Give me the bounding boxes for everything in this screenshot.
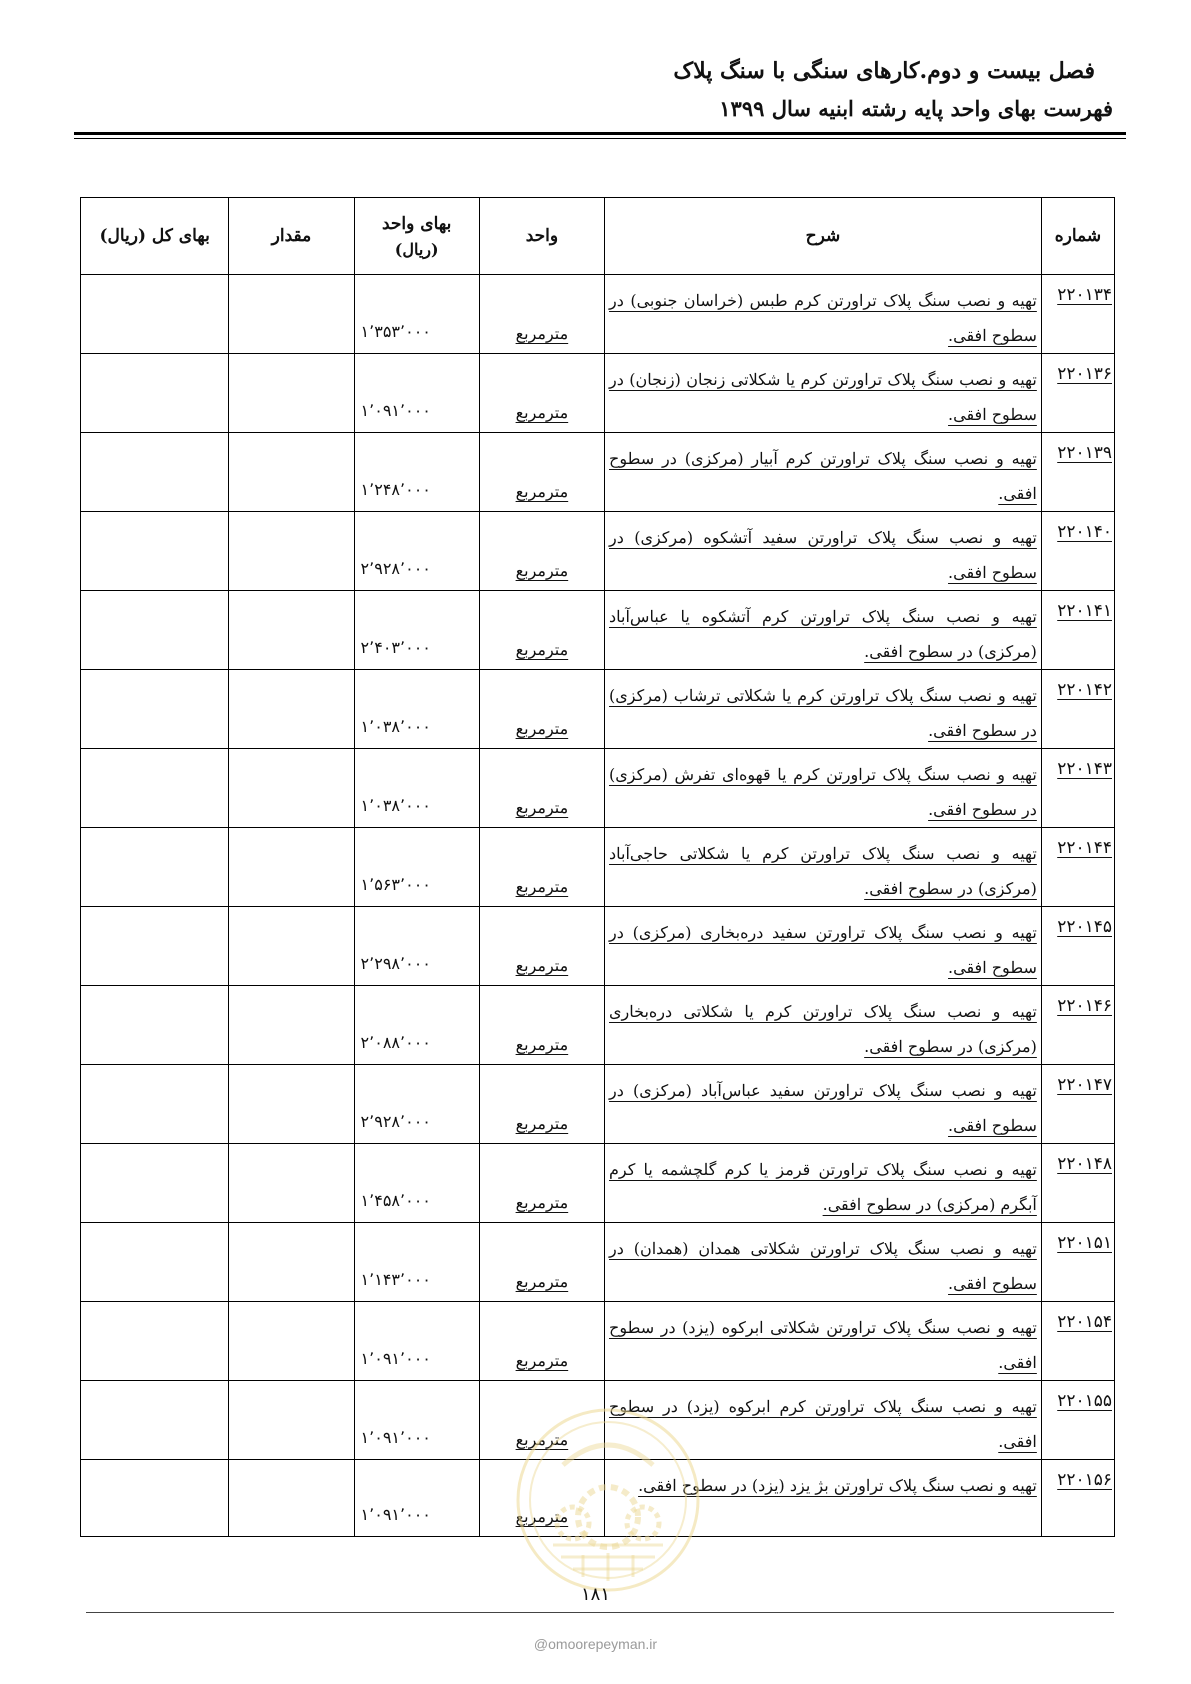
item-code: ۲۲۰۱۴۰ [1057, 522, 1112, 542]
item-unit: مترمربع [515, 1114, 569, 1133]
cell-description [605, 275, 1042, 354]
cell-unit-price [354, 907, 479, 986]
cell-quantity [229, 591, 354, 670]
item-unit-price: ۱٬۲۴۸٬۰۰۰ [360, 480, 431, 499]
table-row [81, 1302, 1115, 1381]
cell-code [1041, 1223, 1114, 1302]
item-unit: مترمربع [515, 1035, 569, 1054]
item-unit-price: ۲٬۹۲۸٬۰۰۰ [360, 1112, 431, 1131]
cell-description [605, 670, 1042, 749]
cell-description [605, 907, 1042, 986]
price-list-title: فهرست بهای واحد پایه رشته ابنیه سال ۱۳۹۹ [719, 96, 1113, 121]
cell-quantity [229, 907, 354, 986]
item-code: ۲۲۰۱۵۵ [1057, 1391, 1112, 1411]
item-description: تهیه و نصب سنگ پلاک تراورتن بژ یزد (یزد) در سطوح افقی. [638, 1476, 1037, 1495]
item-code: ۲۲۰۱۴۶ [1057, 996, 1112, 1016]
table-row [81, 512, 1115, 591]
cell-unit [479, 749, 604, 828]
cell-total [81, 828, 229, 907]
item-unit: مترمربع [515, 956, 569, 975]
item-unit: مترمربع [515, 877, 569, 896]
col-header-unit-price-currency: (ریال) [394, 239, 439, 259]
cell-code [1041, 749, 1114, 828]
table-body [81, 275, 1115, 1537]
cell-total [81, 1223, 229, 1302]
item-code: ۲۲۰۱۴۵ [1057, 917, 1112, 937]
item-unit-price: ۱٬۰۹۱٬۰۰۰ [360, 1428, 431, 1447]
cell-quantity [229, 1065, 354, 1144]
table-row [81, 1144, 1115, 1223]
cell-quantity [229, 512, 354, 591]
table-row [81, 433, 1115, 512]
item-description: تهیه و نصب سنگ پلاک تراورتن سفید دره‌بخاری (مرکزی) در سطوح افقی. [609, 923, 1037, 977]
item-description: تهیه و نصب سنگ پلاک تراورتن کرم یا شکلاتی زنجان (زنجان) در سطوح افقی. [609, 370, 1037, 424]
watermark-site-text: @omoorepeyman.ir [533, 1636, 658, 1652]
item-unit: مترمربع [515, 640, 569, 659]
cell-unit-price [354, 1381, 479, 1460]
cell-unit [479, 1302, 604, 1381]
item-code: ۲۲۰۱۴۷ [1057, 1075, 1112, 1095]
cell-total [81, 591, 229, 670]
cell-description [605, 749, 1042, 828]
col-header-description: شرح [605, 198, 1042, 275]
cell-unit [479, 275, 604, 354]
cell-description [605, 1065, 1042, 1144]
cell-unit-price [354, 1223, 479, 1302]
table-row [81, 749, 1115, 828]
header-rule-thin [74, 138, 1126, 139]
table-row [81, 354, 1115, 433]
item-description: تهیه و نصب سنگ پلاک تراورتن کرم یا شکلاتی ترشاب (مرکزی) در سطوح افقی. [609, 686, 1037, 740]
item-code: ۲۲۰۱۵۶ [1057, 1470, 1112, 1490]
chapter-title: فصل بیست و دوم.کارهای سنگی با سنگ پلاک [673, 58, 1095, 84]
cell-total [81, 1460, 229, 1537]
cell-total [81, 1381, 229, 1460]
item-unit-price: ۱٬۰۳۸٬۰۰۰ [360, 717, 431, 736]
header-rule-thick [74, 132, 1126, 135]
item-description: تهیه و نصب سنگ پلاک تراورتن کرم یا شکلاتی دره‌بخاری (مرکزی) در سطوح افقی. [609, 1002, 1037, 1056]
cell-total [81, 354, 229, 433]
item-unit-price: ۲٬۴۰۳٬۰۰۰ [360, 638, 431, 657]
item-unit: مترمربع [515, 1507, 569, 1526]
item-unit-price: ۱٬۱۴۳٬۰۰۰ [360, 1270, 431, 1289]
item-unit-price: ۱٬۵۶۳٬۰۰۰ [360, 875, 431, 894]
cell-description [605, 354, 1042, 433]
cell-quantity [229, 986, 354, 1065]
cell-description [605, 512, 1042, 591]
page-number: ۱۸۱ [580, 1584, 610, 1605]
cell-code [1041, 433, 1114, 512]
cell-quantity [229, 1144, 354, 1223]
cell-code [1041, 1460, 1114, 1537]
item-description: تهیه و نصب سنگ پلاک تراورتن سفید آتشکوه (مرکزی) در سطوح افقی. [609, 528, 1037, 582]
cell-unit [479, 1065, 604, 1144]
cell-quantity [229, 828, 354, 907]
cell-total [81, 1302, 229, 1381]
item-description: تهیه و نصب سنگ پلاک تراورتن کرم ابرکوه (یزد) در سطوح افقی. [609, 1397, 1037, 1451]
item-unit: مترمربع [515, 561, 569, 580]
item-description: تهیه و نصب سنگ پلاک تراورتن کرم آتشکوه یا عباس‌آباد (مرکزی) در سطوح افقی. [609, 607, 1037, 661]
item-code: ۲۲۰۱۴۸ [1057, 1154, 1112, 1174]
cell-total [81, 986, 229, 1065]
footer-rule [86, 1612, 1114, 1613]
cell-quantity [229, 433, 354, 512]
item-unit-price: ۱٬۳۵۳٬۰۰۰ [360, 322, 431, 341]
item-unit: مترمربع [515, 719, 569, 738]
col-header-unit-price-label: بهای واحد [381, 213, 452, 234]
cell-code [1041, 986, 1114, 1065]
cell-description [605, 986, 1042, 1065]
item-unit-price: ۲٬۰۸۸٬۰۰۰ [360, 1033, 431, 1052]
table-row [81, 1223, 1115, 1302]
item-description: تهیه و نصب سنگ پلاک تراورتن قرمز یا کرم گلچشمه یا کرم آبگرم (مرکزی) در سطوح افقی. [609, 1160, 1037, 1214]
cell-code [1041, 1144, 1114, 1223]
item-unit: مترمربع [515, 1351, 569, 1370]
cell-unit-price [354, 749, 479, 828]
cell-total [81, 1144, 229, 1223]
cell-unit-price [354, 670, 479, 749]
item-unit: مترمربع [515, 482, 569, 501]
cell-unit [479, 433, 604, 512]
item-code: ۲۲۰۱۴۴ [1057, 838, 1112, 858]
price-table [80, 197, 1115, 1537]
cell-unit-price [354, 828, 479, 907]
table-row [81, 828, 1115, 907]
table-row [81, 986, 1115, 1065]
item-code: ۲۲۰۱۳۹ [1057, 443, 1112, 463]
item-description: تهیه و نصب سنگ پلاک تراورتن شکلاتی همدان (همدان) در سطوح افقی. [609, 1239, 1037, 1293]
cell-unit-price [354, 1460, 479, 1537]
item-unit-price: ۱٬۰۹۱٬۰۰۰ [360, 1505, 431, 1524]
cell-code [1041, 354, 1114, 433]
item-description: تهیه و نصب سنگ پلاک تراورتن کرم طبس (خراسان جنوبی) در سطوح افقی. [609, 291, 1037, 345]
cell-unit [479, 1223, 604, 1302]
cell-description [605, 1223, 1042, 1302]
col-header-code: شماره [1041, 198, 1114, 275]
item-unit: مترمربع [515, 403, 569, 422]
item-unit-price: ۲٬۲۹۸٬۰۰۰ [360, 954, 431, 973]
item-code: ۲۲۰۱۴۳ [1057, 759, 1112, 779]
item-unit-price: ۲٬۹۲۸٬۰۰۰ [360, 559, 431, 578]
cell-quantity [229, 1460, 354, 1537]
item-code: ۲۲۰۱۴۲ [1057, 680, 1112, 700]
cell-code [1041, 591, 1114, 670]
cell-unit-price [354, 591, 479, 670]
cell-unit-price [354, 1144, 479, 1223]
cell-unit-price [354, 986, 479, 1065]
item-code: ۲۲۰۱۴۱ [1057, 601, 1112, 621]
cell-total [81, 749, 229, 828]
item-unit: مترمربع [515, 798, 569, 817]
cell-quantity [229, 1223, 354, 1302]
cell-total [81, 670, 229, 749]
table-row [81, 670, 1115, 749]
item-unit-price: ۱٬۴۵۸٬۰۰۰ [360, 1191, 431, 1210]
cell-quantity [229, 670, 354, 749]
col-header-total: بهای کل (ریال) [81, 198, 229, 275]
table-row [81, 1065, 1115, 1144]
cell-unit [479, 670, 604, 749]
cell-unit [479, 512, 604, 591]
table-row [81, 907, 1115, 986]
item-description: تهیه و نصب سنگ پلاک تراورتن سفید عباس‌آباد (مرکزی) در سطوح افقی. [609, 1081, 1037, 1135]
item-code: ۲۲۰۱۵۴ [1057, 1312, 1112, 1332]
item-unit: مترمربع [515, 1193, 569, 1212]
cell-code [1041, 275, 1114, 354]
item-unit-price: ۱٬۰۹۱٬۰۰۰ [360, 1349, 431, 1368]
cell-unit-price [354, 433, 479, 512]
cell-unit-price [354, 512, 479, 591]
cell-unit-price [354, 275, 479, 354]
col-header-quantity: مقدار [229, 198, 354, 275]
item-code: ۲۲۰۱۳۴ [1057, 285, 1112, 305]
col-header-unit: واحد [479, 198, 604, 275]
cell-code [1041, 1302, 1114, 1381]
col-header-unit-price [354, 198, 479, 275]
cell-unit [479, 591, 604, 670]
cell-code [1041, 828, 1114, 907]
cell-quantity [229, 749, 354, 828]
item-unit: مترمربع [515, 1272, 569, 1291]
seal-watermark-icon [513, 1405, 703, 1595]
cell-unit-price [354, 354, 479, 433]
item-description: تهیه و نصب سنگ پلاک تراورتن کرم یا قهوه‌ای تفرش (مرکزی) در سطوح افقی. [609, 765, 1037, 819]
item-unit-price: ۱٬۰۹۱٬۰۰۰ [360, 401, 431, 420]
item-unit: مترمربع [515, 1430, 569, 1449]
cell-total [81, 907, 229, 986]
cell-code [1041, 512, 1114, 591]
item-code: ۲۲۰۱۵۱ [1057, 1233, 1112, 1253]
cell-description [605, 433, 1042, 512]
cell-unit [479, 986, 604, 1065]
cell-quantity [229, 275, 354, 354]
cell-total [81, 1065, 229, 1144]
cell-description [605, 1144, 1042, 1223]
table-row [81, 591, 1115, 670]
cell-unit-price [354, 1302, 479, 1381]
item-description: تهیه و نصب سنگ پلاک تراورتن شکلاتی ابرکوه (یزد) در سطوح افقی. [609, 1318, 1037, 1372]
cell-code [1041, 1065, 1114, 1144]
cell-unit-price [354, 1065, 479, 1144]
table-header-row [81, 198, 1115, 275]
cell-total [81, 275, 229, 354]
cell-description [605, 591, 1042, 670]
cell-description [605, 828, 1042, 907]
cell-code [1041, 907, 1114, 986]
table-row [81, 275, 1115, 354]
cell-unit [479, 1144, 604, 1223]
cell-quantity [229, 354, 354, 433]
item-code: ۲۲۰۱۳۶ [1057, 364, 1112, 384]
cell-total [81, 433, 229, 512]
item-unit-price: ۱٬۰۳۸٬۰۰۰ [360, 796, 431, 815]
cell-quantity [229, 1302, 354, 1381]
cell-unit [479, 354, 604, 433]
item-description: تهیه و نصب سنگ پلاک تراورتن کرم آبیار (مرکزی) در سطوح افقی. [609, 449, 1037, 503]
cell-unit [479, 828, 604, 907]
cell-code [1041, 670, 1114, 749]
cell-unit [479, 907, 604, 986]
cell-description [605, 1302, 1042, 1381]
cell-total [81, 512, 229, 591]
item-description: تهیه و نصب سنگ پلاک تراورتن کرم یا شکلاتی حاجی‌آباد (مرکزی) در سطوح افقی. [609, 844, 1037, 898]
cell-code [1041, 1381, 1114, 1460]
item-unit: مترمربع [515, 324, 569, 343]
cell-quantity [229, 1381, 354, 1460]
